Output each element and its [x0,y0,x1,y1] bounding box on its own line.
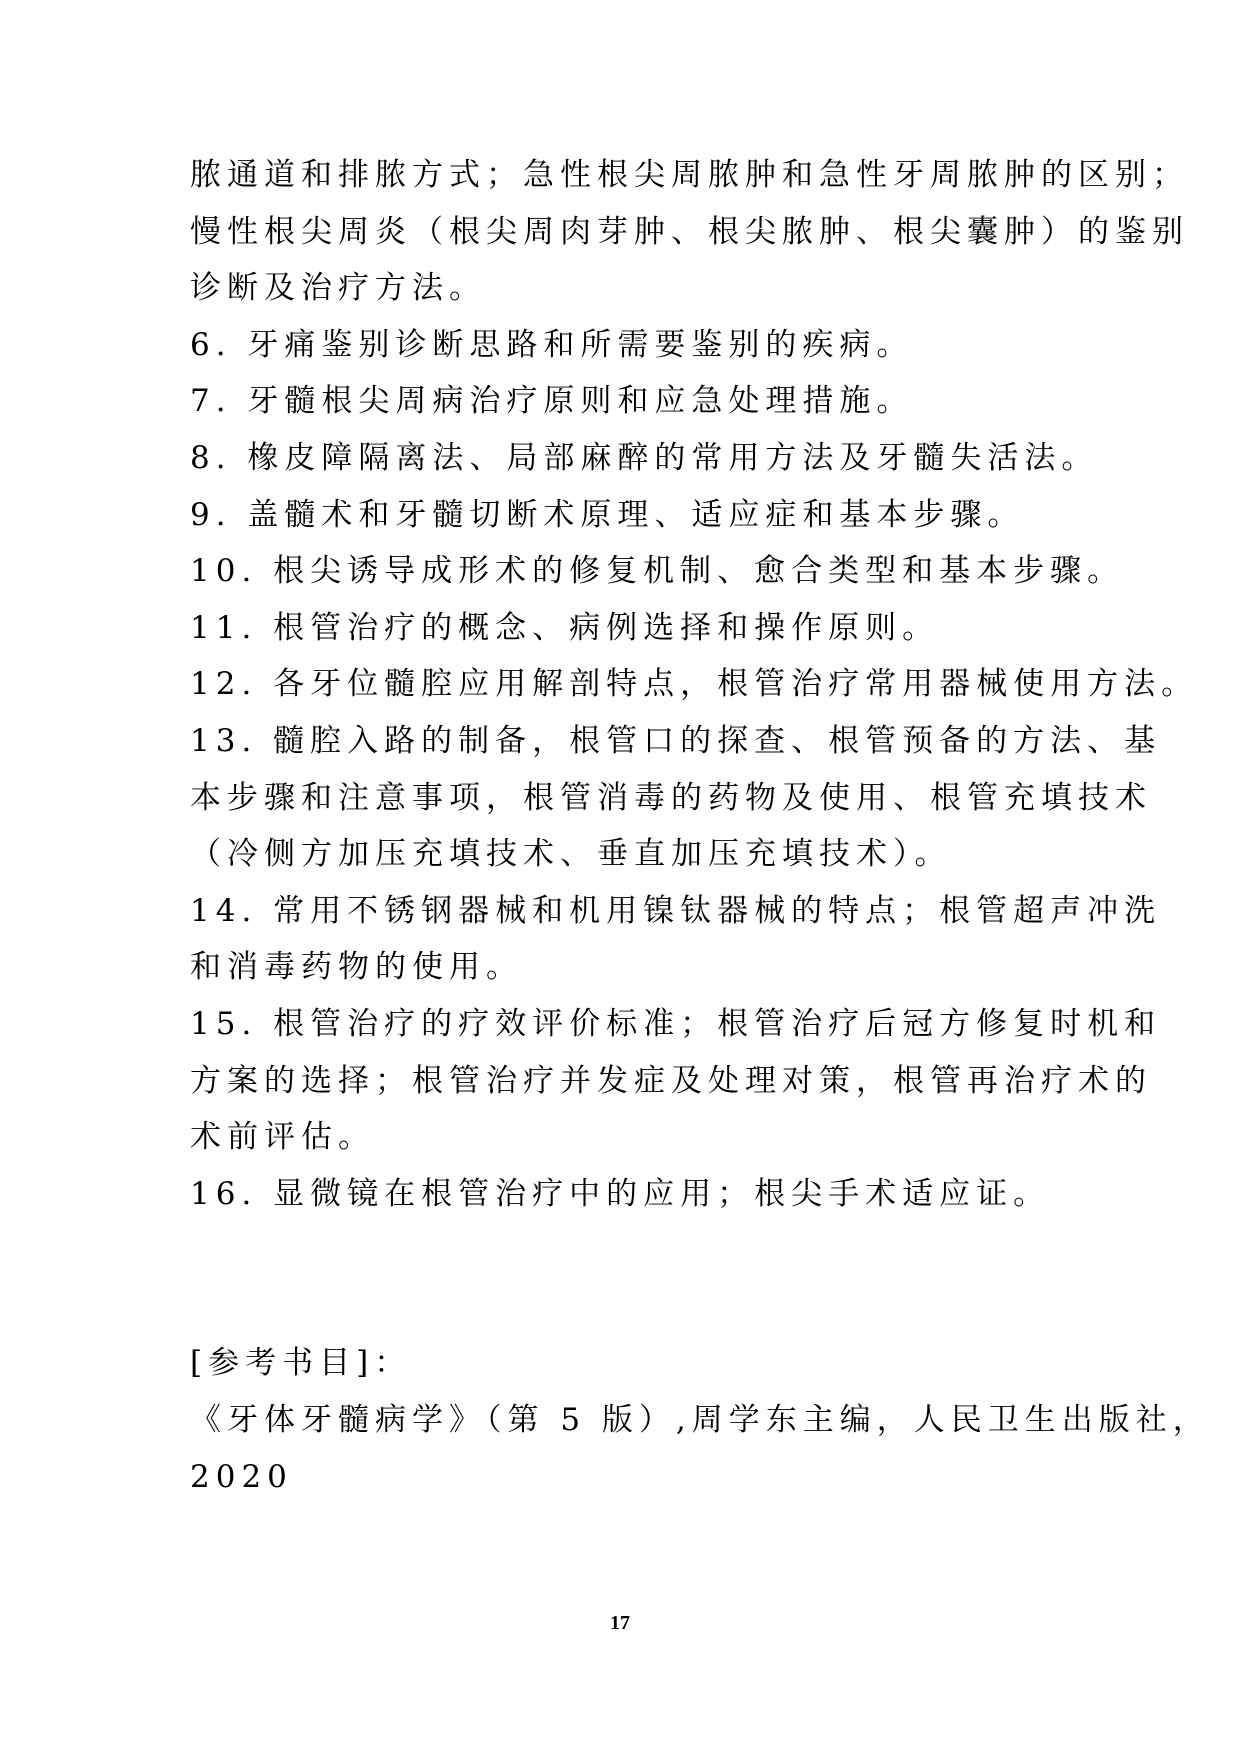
text-line: 脓通道和排脓方式；急性根尖周脓肿和急性牙周脓肿的区别； [190,157,1189,193]
list-item-7: 7. 牙髓根尖周病治疗原则和应急处理措施。 [190,383,914,420]
references-heading: [参考书目]： [190,1345,412,1382]
list-item-11: 11. 根管治疗的概念、病例选择和操作原则。 [190,609,940,646]
text-line: 方案的选择；根管治疗并发症及处理对策，根管再治疗术的 [190,1062,1152,1099]
text-line: 和消毒药物的使用。 [190,949,523,986]
page-number: 17 [610,1612,630,1634]
list-item-6: 6. 牙痛鉴别诊断思路和所需要鉴别的疾病。 [190,326,914,363]
list-item-12: 12. 各牙位髓腔应用解剖特点，根管治疗常用器械使用方法。 [190,666,1199,703]
list-item-14: 14. 常用不锈钢器械和机用镍钛器械的特点；根管超声冲洗 [190,892,1162,929]
list-item-16: 16. 显微镜在根管治疗中的应用；根尖手术适应证。 [190,1175,1051,1212]
reference-book: 《牙体牙髓病学》（第 5 版）,周学东主编，人民卫生出版社， [190,1402,1210,1439]
text-line: 术前评估。 [190,1119,375,1156]
text-line: 慢性根尖周炎（根尖周肉芽肿、根尖脓肿、根尖囊肿）的鉴别 [190,213,1189,250]
list-item-13: 13. 髓腔入路的制备，根管口的探查、根管预备的方法、基 [190,722,1162,759]
reference-year: 2020 [190,1458,293,1495]
text-line: 诊断及治疗方法。 [190,270,486,307]
list-item-15: 15. 根管治疗的疗效评价标准；根管治疗后冠方修复时机和 [190,1005,1162,1042]
document-body [190,147,1210,1505]
text-line: 本步骤和注意事项，根管消毒的药物及使用、根管充填技术 [190,779,1152,816]
list-item-8: 8. 橡皮障隔离法、局部麻醉的常用方法及牙髓失活法。 [190,439,1099,476]
list-item-9: 9. 盖髓术和牙髓切断术原理、适应症和基本步骤。 [190,496,1025,533]
list-item-10: 10. 根尖诱导成形术的修复机制、愈合类型和基本步骤。 [190,553,1125,590]
text-line: （冷侧方加压充填技术、垂直加压充填技术）。 [190,836,952,873]
